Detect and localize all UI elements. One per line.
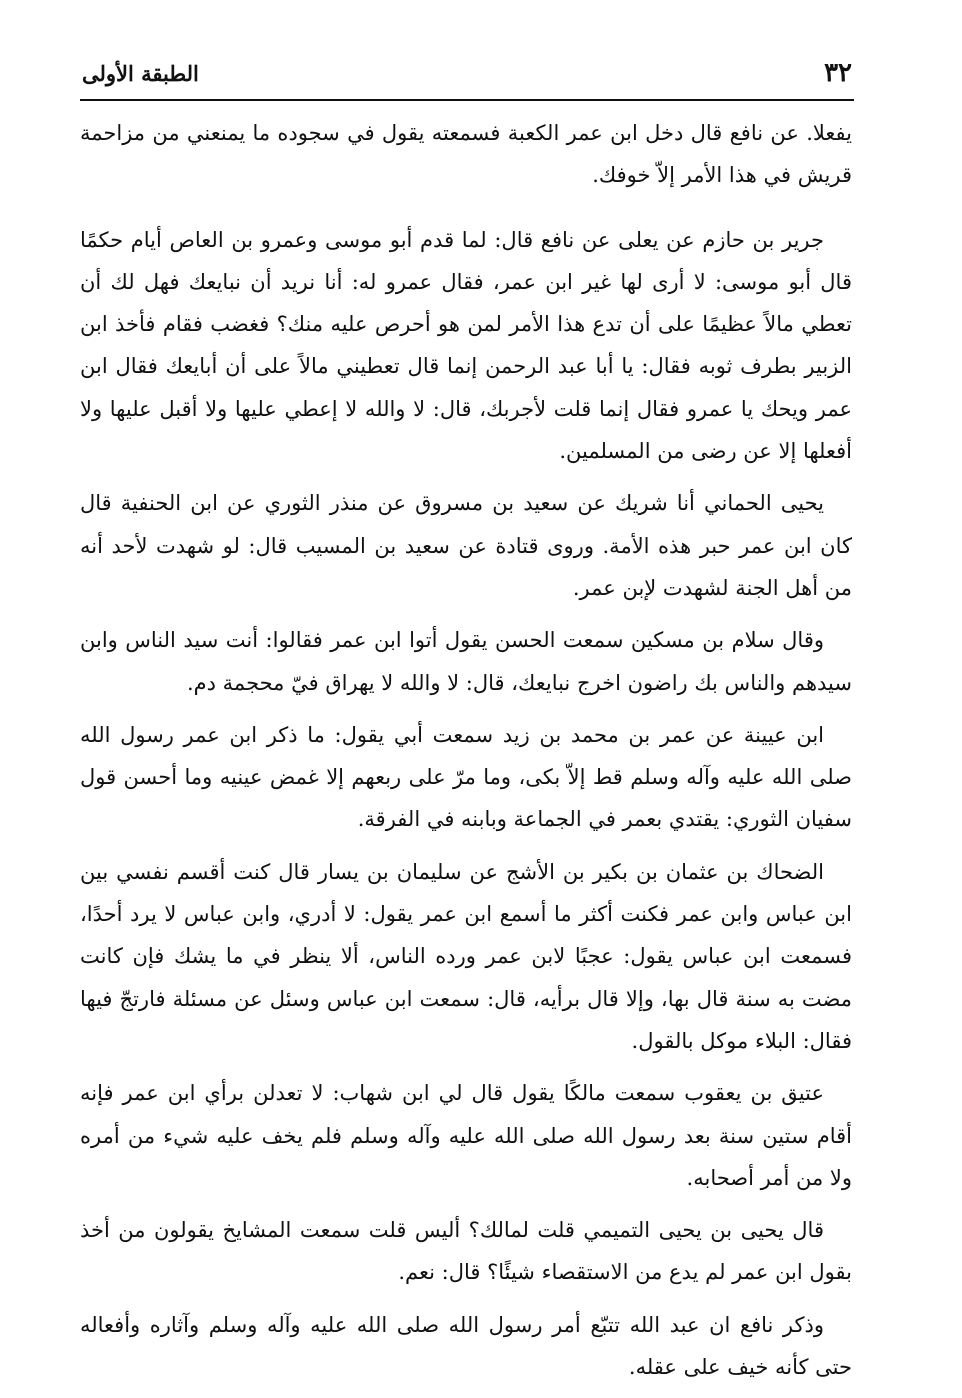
paragraph: ابن عيينة عن عمر بن محمد بن زيد سمعت أبي يقول: ما ذكر ابن عمر رسول الله صلى الله عليه وآله وسلم قط إلاّ بكى، وما مرّ على ربعهم إلا غمض عينيه وما أحسن قول سفيان الثوري: يقتدي بعمر في الجماعة وبابنه في الفرقة.: [80, 722, 852, 832]
running-title: الطبقة الأولى: [82, 60, 199, 86]
page-header: [82, 52, 852, 94]
paragraph: قال يحيى بن يحيى التميمي قلت لمالك؟ أليس قلت سمعت المشايخ يقولون من أخذ بقول ابن عمر لم يدع من الاستقصاء شيئًا؟ قال: نعم.: [80, 1218, 852, 1285]
paragraph: عتيق بن يعقوب سمعت مالكًا يقول قال لي ابن شهاب: لا تعدلن برأي ابن عمر فإنه أقام ستين سنة بعد رسول الله صلى الله عليه وآله وسلم فلم يخف عليه شيء من أمره ولا من أمر أصحابه.: [80, 1081, 852, 1190]
paragraph: وقال سلام بن مسكين سمعت الحسن يقول أتوا ابن عمر فقالوا: أنت سيد الناس وابن سيدهم والناس بك راضون اخرج نبايعك، قال: لا والله لا يهراق فيّ محجمة دم.: [80, 628, 852, 695]
paragraph: يفعلا. عن نافع قال دخل ابن عمر الكعبة فسمعته يقول في سجوده ما يمنعني من مزاحمة قريش في هذا الأمر إلاّ خوفك.: [80, 121, 852, 188]
page-body: [80, 112, 852, 1398]
paragraph: يحيى الحماني أنا شريك عن سعيد بن مسروق عن منذر الثوري عن ابن الحنفية قال كان ابن عمر حبر هذه الأمة. وروى قتادة عن سعيد بن المسيب قال: لو شهدت لأحد أنه من أهل الجنة لشهدت لإبن عمر.: [80, 491, 852, 600]
paragraph: الضحاك بن عثمان بن بكير بن الأشج عن سليمان بن يسار قال كنت أقسم نفسي بين ابن عباس وابن عمر فكنت أكثر ما أسمع ابن عمر يقول: لا أدري، وابن عباس لا يرد أحدًا، فسمعت ابن عباس يقول: عجبًا لابن عمر ورده الناس، ألا ينظر في ما يشك فإن كانت مضت به سنة قال بها، وإلا قال برأيه، قال: سمعت ابن عباس وسئل عن مسئلة فارتجّ فيها فقال: البلاء موكل بالقول.: [80, 859, 852, 1053]
page-number: ٣٢: [824, 58, 852, 88]
paragraph: وذكر نافع ان عبد الله تتبّع أمر رسول الله صلى الله عليه وآله وسلم وآثاره وأفعاله حتى كأنه خيف على عقله.: [80, 1312, 852, 1380]
header-rule: [80, 99, 854, 101]
paragraph: جرير بن حازم عن يعلى عن نافع قال: لما قدم أبو موسى وعمرو بن العاص أيام حكمًا قال أبو موسى: لا أرى لها غير ابن عمر، فقال عمرو له: أنا نريد أن نبايعك فهل لك أن تعطي مالاً عظيمًا على أن تدع هذا الأمر لمن هو أحرص عليه منك؟ فغضب فقام فأخذ ابن الزبير بطرف ثوبه فقال: يا أبا عبد الرحمن إنما قال تعطيني مالاً على أن أبايعك فقال ابن عمر ويحك يا عمرو فقال إنما قلت لأجربك، قال: لا والله لا إعطي عليها ولا أقبل عليها ولا أفعلها إلا عن رضى من المسلمين.: [80, 227, 852, 464]
